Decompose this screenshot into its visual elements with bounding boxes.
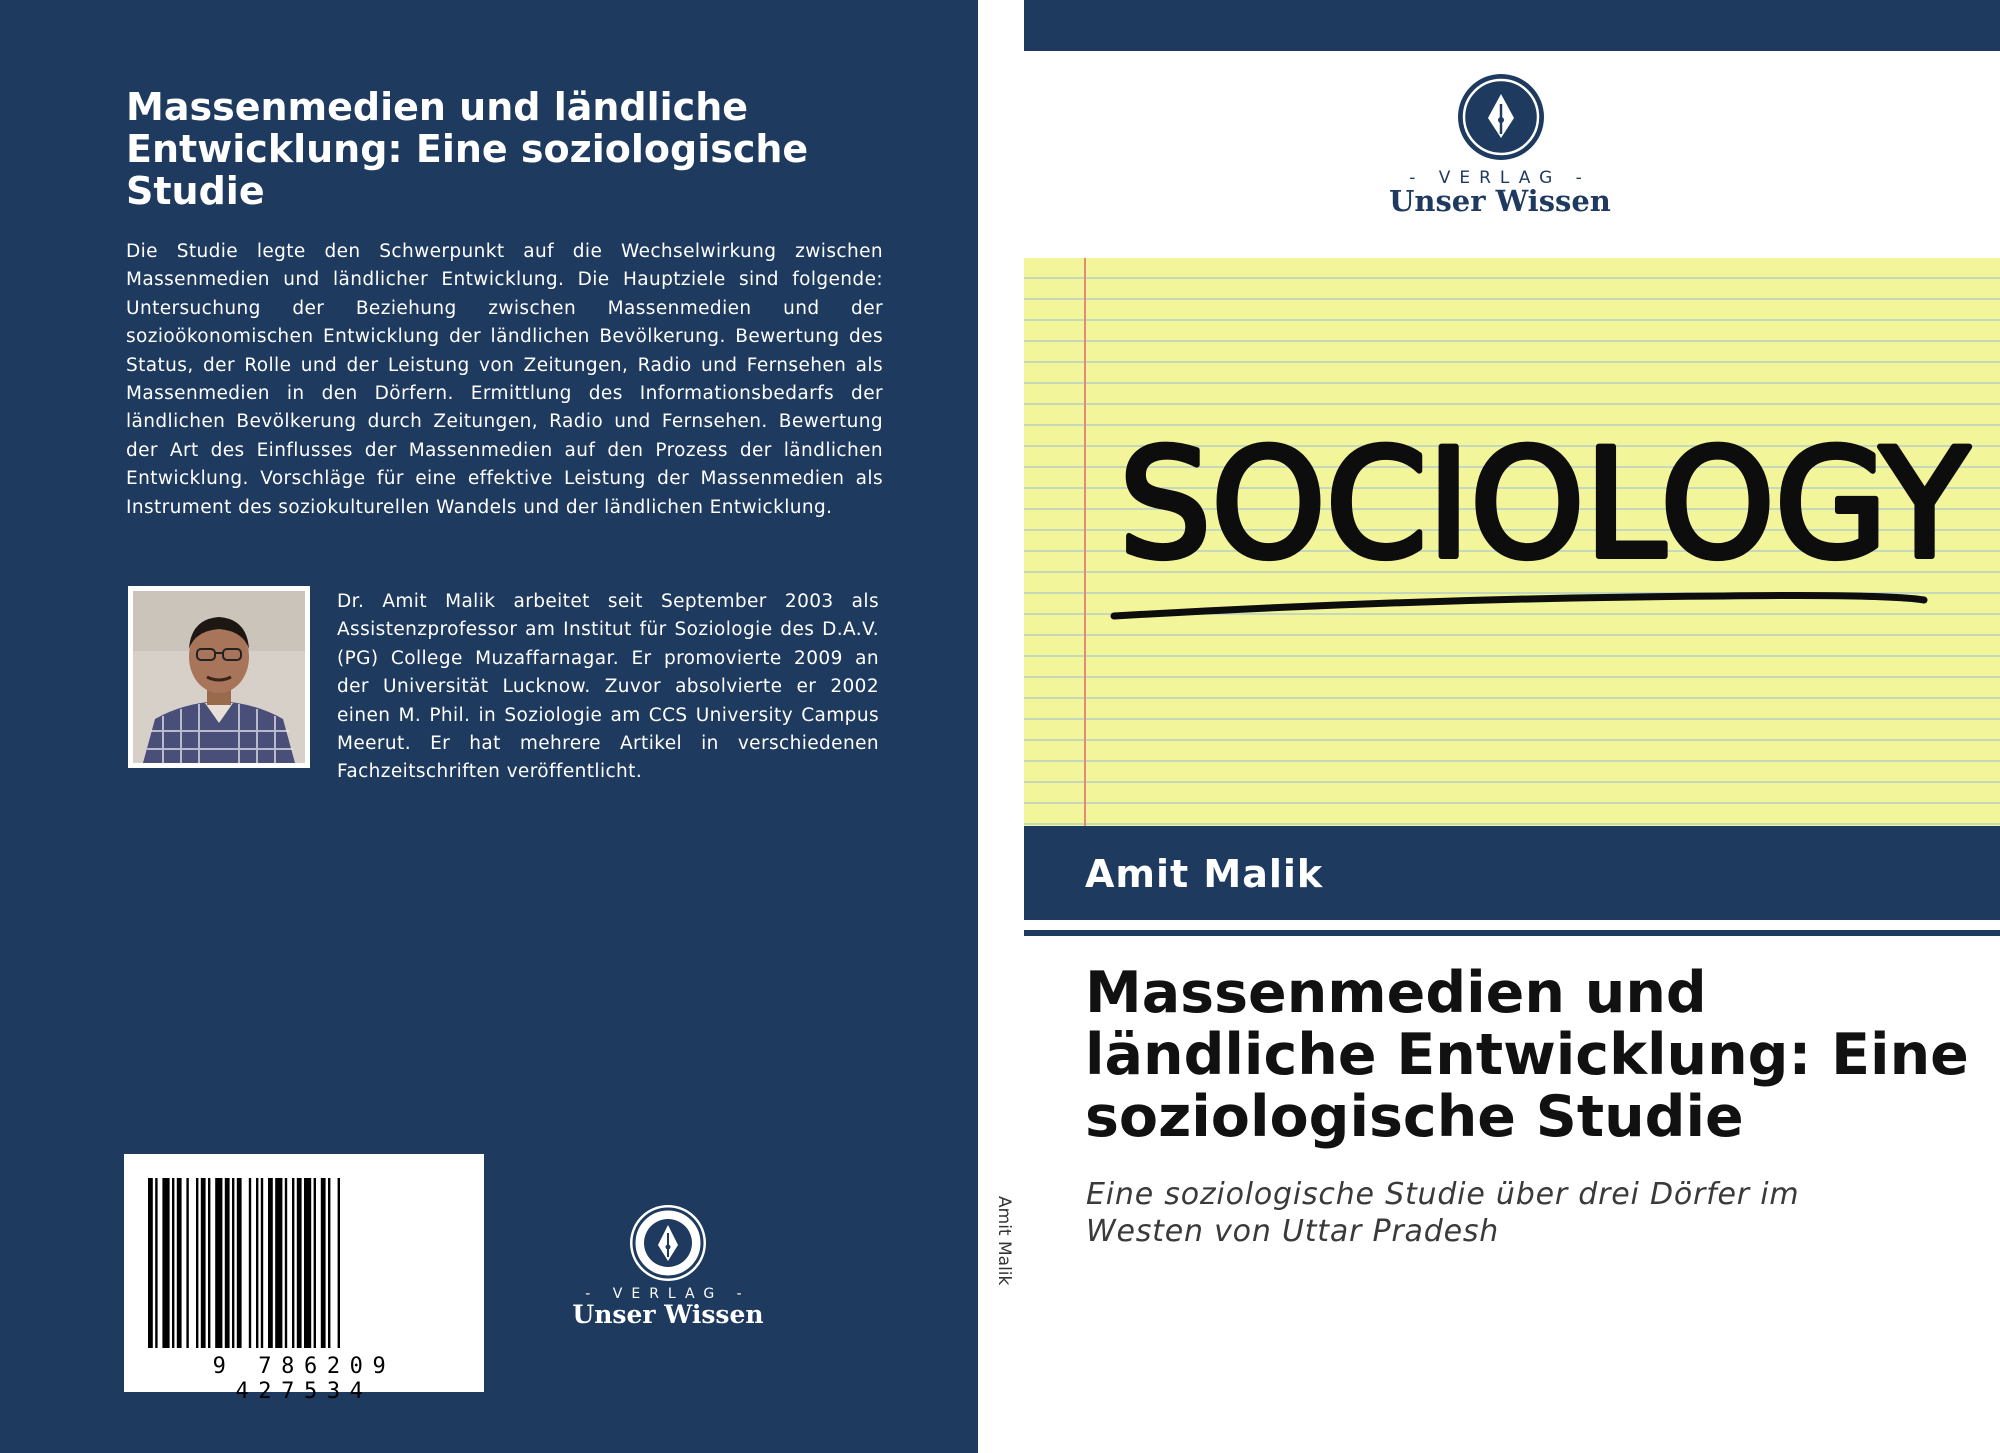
cover-notepad-illustration <box>1024 258 2000 826</box>
author-photo <box>128 586 310 768</box>
back-logo-verlag: - VERLAG - <box>585 1286 751 1302</box>
publisher-pen-nib-icon <box>1456 72 1546 162</box>
back-cover-title: Massenmedien und ländliche Entwicklung: Eine soziologische Studie <box>126 85 809 213</box>
sociology-handwritten-word: SOCIOLOGY <box>1119 418 1970 592</box>
front-top-band <box>1024 0 2000 51</box>
isbn-barcode <box>124 1154 484 1404</box>
barcode-bars <box>124 1154 484 1354</box>
isbn-number: 9 786209 427534 <box>212 1354 396 1404</box>
front-logo-name: Unser Wissen <box>1389 184 1611 218</box>
publisher-seal-icon <box>628 1203 708 1283</box>
back-logo-name: Unser Wissen <box>572 1300 764 1329</box>
back-cover-blurb: Die Studie legte den Schwerpunkt auf die Wechselwirkung zwischen Massenmedien und ländlicher Entwicklung. Die Hauptziele sind folgende: Untersuchung der Beziehung zwischen Massenmedien und der sozioökonomischen Entwicklung der ländlichen Bevölkerung. Bewertung des Status, der Rolle und der Leistung von Zeitungen, Radio und Fernsehen als Massenmedien in den Dörfern. Ermittlung des Informationsbedarfs der ländlichen Bevölkerung durch Zeitungen, Radio und Fernsehen. Bewertung der Art des Einflusses der Massenmedien auf den Prozess der ländlichen Entwicklung. Vorschläge für eine effektive Leistung der Massenmedien als Instrument des soziokulturellen Wandels und der ländlichen Entwicklung. <box>126 241 883 518</box>
spine-author: Amit Malik <box>994 1196 1014 1286</box>
author-portrait-image <box>133 591 305 763</box>
front-logo-verlag: - VERLAG - <box>1409 168 1591 188</box>
front-cover-subtitle: Eine soziologische Studie über drei Dörfer im Westen von Uttar Pradesh <box>1086 1177 1800 1249</box>
author-bio: Dr. Amit Malik arbeitet seit September 2003 als Assistenzprofessor am Institut für Soziologie des D.A.V. (PG) College Muzaffarnagar. Er promovierte 2009 an der Universität Lucknow. Zuvor absolvierte er 2002 einen M. Phil. in Soziologie am CCS University Campus Meerut. Er hat mehrere Artikel in verschiedenen Fachzeitschriften veröffentlicht. <box>337 591 879 783</box>
front-cover-title: Massenmedien und ländliche Entwicklung: Eine soziologische Studie <box>1085 960 1969 1150</box>
front-divider-line <box>1024 930 2000 936</box>
front-author-name: Amit Malik <box>1085 852 1324 896</box>
